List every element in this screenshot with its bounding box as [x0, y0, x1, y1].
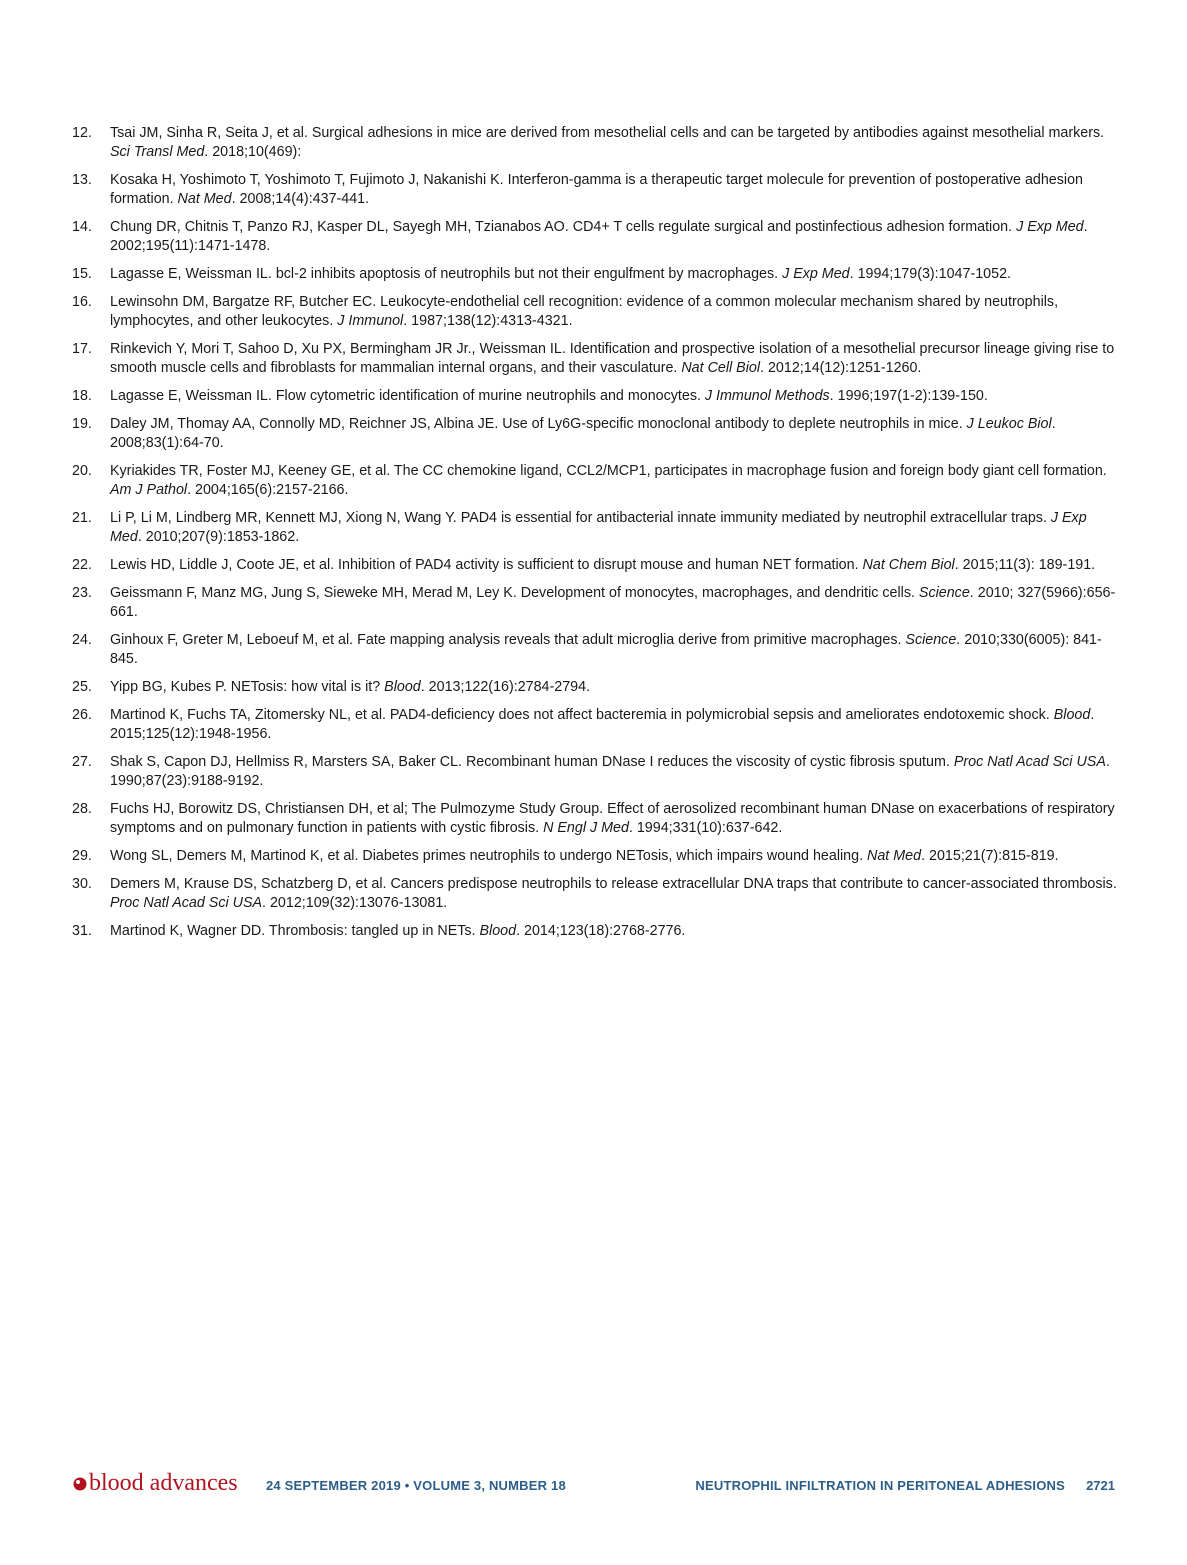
- reference-item: [72, 124, 1117, 162]
- reference-journal: Blood: [384, 679, 421, 695]
- reference-text: [110, 462, 1117, 500]
- reference-text: [110, 171, 1117, 209]
- reference-text: [110, 124, 1117, 162]
- reference-text: [110, 265, 1117, 284]
- page-footer: [72, 1470, 1117, 1500]
- reference-item: [72, 922, 1117, 941]
- reference-text: [110, 800, 1117, 838]
- reference-text: [110, 509, 1117, 547]
- reference-journal: Proc Natl Acad Sci USA: [953, 754, 1106, 770]
- reference-journal: Proc Natl Acad Sci USA: [110, 895, 263, 911]
- reference-citation: Tsai JM, Sinha R, Seita J, et al. Surgical adhesions in mice are derived from mesothelial cells and can be targeted by antibodies against mesothelial markers.: [110, 125, 1105, 141]
- reference-journal: Nat Chem Biol: [862, 557, 955, 573]
- reference-journal: Blood: [479, 923, 517, 939]
- reference-item: [72, 678, 1117, 697]
- reference-citation: Kyriakides TR, Foster MJ, Keeney GE, et al. The CC chemokine ligand, CCL2/MCP1, participates in macrophage fusion and foreign body giant cell formation.: [110, 463, 1107, 479]
- reference-text: [110, 922, 1117, 941]
- reference-item: [72, 800, 1117, 838]
- reference-volume: . 2008;14(4):437-441.: [231, 191, 370, 207]
- reference-journal: Am J Pathol: [110, 482, 188, 498]
- reference-citation: Lagasse E, Weissman IL. bcl-2 inhibits apoptosis of neutrophils but not their engulfment by macrophages.: [110, 266, 783, 282]
- reference-item: [72, 847, 1117, 866]
- reference-citation: Martinod K, Wagner DD. Thrombosis: tangled up in NETs.: [110, 923, 480, 939]
- reference-journal: Nat Cell Biol: [681, 360, 761, 376]
- reference-journal: J Exp Med: [782, 266, 850, 282]
- reference-citation: Lewis HD, Liddle J, Coote JE, et al. Inhibition of PAD4 activity is sufficient to disrupt mouse and human NET formation.: [110, 557, 863, 573]
- reference-number: 26.: [72, 707, 92, 723]
- issue-info: 24 SEPTEMBER 2019 • VOLUME 3, NUMBER 18: [266, 1478, 566, 1493]
- reference-item: [72, 265, 1117, 284]
- reference-journal: Nat Med: [177, 191, 232, 207]
- reference-item: [72, 218, 1117, 256]
- reference-item: [72, 631, 1117, 669]
- journal-logo: [72, 1470, 238, 1497]
- reference-volume: . 1996;197(1-2):139-150.: [829, 388, 988, 404]
- reference-item: [72, 462, 1117, 500]
- reference-citation: Martinod K, Fuchs TA, Zitomersky NL, et al. PAD4-deficiency does not affect bacteremia in polymicrobial sepsis and ameliorates endotoxemic shock.: [110, 707, 1054, 723]
- reference-text: [110, 340, 1117, 378]
- reference-number: 12.: [72, 125, 92, 141]
- reference-item: [72, 293, 1117, 331]
- blood-drop-icon: [72, 1474, 88, 1492]
- reference-citation: Li P, Li M, Lindberg MR, Kennett MJ, Xiong N, Wang Y. PAD4 is essential for antibacterial innate immunity mediated by neutrophil extracellular traps.: [110, 510, 1051, 526]
- reference-number: 30.: [72, 876, 92, 892]
- reference-citation: Fuchs HJ, Borowitz DS, Christiansen DH, et al; The Pulmozyme Study Group. Effect of aerosolized recombinant human DNase on exacerbations of respiratory symptoms and on pulmonary function in patients with cystic fibrosis.: [110, 801, 1115, 836]
- reference-number: 31.: [72, 923, 92, 939]
- reference-text: [110, 218, 1117, 256]
- reference-citation: Rinkevich Y, Mori T, Sahoo D, Xu PX, Bermingham JR Jr., Weissman IL. Identification and prospective isolation of a mesothelial precursor lineage giving rise to smooth muscle cells and fibroblasts for mammalian internal organs, and their vasculature.: [110, 341, 1115, 376]
- reference-journal: N Engl J Med: [543, 820, 629, 836]
- reference-volume: . 2012;109(32):13076-13081.: [262, 895, 448, 911]
- reference-text: [110, 875, 1117, 913]
- reference-item: [72, 509, 1117, 547]
- reference-number: 14.: [72, 219, 92, 235]
- reference-volume: . 2002;195(11):1471-1478.: [110, 219, 1088, 254]
- reference-citation: Geissmann F, Manz MG, Jung S, Sieweke MH, Merad M, Ley K. Development of monocytes, macrophages, and dendritic cells.: [110, 585, 919, 601]
- reference-volume: . 2015;125(12):1948-1956.: [110, 707, 1095, 742]
- reference-number: 22.: [72, 557, 92, 573]
- reference-volume: . 1987;138(12):4313-4321.: [403, 313, 573, 329]
- reference-item: [72, 556, 1117, 575]
- reference-text: [110, 415, 1117, 453]
- reference-citation: Yipp BG, Kubes P. NETosis: how vital is it?: [110, 679, 385, 695]
- reference-journal: Blood: [1053, 707, 1091, 723]
- reference-number: 27.: [72, 754, 92, 770]
- reference-journal: J Immunol: [337, 313, 404, 329]
- reference-citation: Daley JM, Thomay AA, Connolly MD, Reichner JS, Albina JE. Use of Ly6G-specific monoclonal antibody to deplete neutrophils in mice.: [110, 416, 967, 432]
- reference-number: 28.: [72, 801, 92, 817]
- reference-item: [72, 171, 1117, 209]
- reference-volume: . 2010; 327(5966):656-661.: [110, 585, 1116, 620]
- reference-journal: J Leukoc Biol: [966, 416, 1052, 432]
- reference-text: [110, 678, 1117, 697]
- reference-volume: . 1994;179(3):1047-1052.: [849, 266, 1011, 282]
- reference-volume: . 1994;331(10):637-642.: [628, 820, 783, 836]
- reference-text: [110, 706, 1117, 744]
- reference-text: [110, 387, 1117, 406]
- reference-citation: Shak S, Capon DJ, Hellmiss R, Marsters SA, Baker CL. Recombinant human DNase I reduces the viscosity of cystic fibrosis sputum.: [110, 754, 954, 770]
- reference-text: [110, 584, 1117, 622]
- reference-volume: . 2015;11(3): 189-191.: [954, 557, 1096, 573]
- reference-text: [110, 847, 1117, 866]
- reference-citation: Ginhoux F, Greter M, Leboeuf M, et al. Fate mapping analysis reveals that adult microglia derive from primitive macrophages.: [110, 632, 906, 648]
- reference-text: [110, 753, 1117, 791]
- reference-item: [72, 387, 1117, 406]
- reference-number: 23.: [72, 585, 92, 601]
- reference-number: 19.: [72, 416, 92, 432]
- reference-volume: . 1990;87(23):9188-9192.: [110, 754, 1110, 789]
- reference-volume: . 2010;330(6005): 841-845.: [110, 632, 1102, 667]
- reference-citation: Lagasse E, Weissman IL. Flow cytometric identification of murine neutrophils and monocytes.: [110, 388, 705, 404]
- reference-number: 29.: [72, 848, 92, 864]
- reference-text: [110, 556, 1117, 575]
- reference-volume: . 2018;10(469):: [204, 144, 302, 160]
- reference-volume: . 2010;207(9):1853-1862.: [137, 529, 300, 545]
- reference-text: [110, 293, 1117, 331]
- reference-journal: Sci Transl Med: [110, 144, 205, 160]
- reference-number: 20.: [72, 463, 92, 479]
- reference-citation: Kosaka H, Yoshimoto T, Yoshimoto T, Fujimoto J, Nakanishi K. Interferon-gamma is a therapeutic target molecule for prevention of postoperative adhesion formation.: [110, 172, 1083, 207]
- reference-item: [72, 753, 1117, 791]
- reference-citation: Chung DR, Chitnis T, Panzo RJ, Kasper DL, Sayegh MH, Tzianabos AO. CD4+ T cells regulate surgical and postinfectious adhesion formation.: [110, 219, 1017, 235]
- reference-volume: . 2015;21(7):815-819.: [921, 848, 1059, 864]
- reference-list: [72, 124, 1117, 950]
- reference-journal: J Immunol Methods: [704, 388, 830, 404]
- reference-item: [72, 340, 1117, 378]
- reference-journal: J Exp Med: [110, 510, 1087, 545]
- reference-item: [72, 415, 1117, 453]
- reference-volume: . 2012;14(12):1251-1260.: [760, 360, 922, 376]
- reference-journal: Science: [905, 632, 957, 648]
- reference-item: [72, 584, 1117, 622]
- reference-text: [110, 631, 1117, 669]
- reference-volume: . 2014;123(18):2768-2776.: [516, 923, 686, 939]
- reference-item: [72, 875, 1117, 913]
- reference-number: 16.: [72, 294, 92, 310]
- reference-citation: Wong SL, Demers M, Martinod K, et al. Diabetes primes neutrophils to undergo NETosis, which impairs wound healing.: [110, 848, 868, 864]
- reference-volume: . 2004;165(6):2157-2166.: [187, 482, 349, 498]
- journal-logo-text: blood advances: [89, 1470, 238, 1496]
- reference-number: 18.: [72, 388, 92, 404]
- reference-number: 25.: [72, 679, 92, 695]
- reference-number: 24.: [72, 632, 92, 648]
- reference-citation: Demers M, Krause DS, Schatzberg D, et al. Cancers predispose neutrophils to release extracellular DNA traps that contribute to cancer-associated thrombosis.: [110, 876, 1117, 892]
- reference-volume: . 2013;122(16):2784-2794.: [420, 679, 591, 695]
- reference-journal: Nat Med: [867, 848, 922, 864]
- reference-journal: J Exp Med: [1016, 219, 1084, 235]
- reference-volume: . 2008;83(1):64-70.: [110, 416, 1056, 451]
- running-title: NEUTROPHIL INFILTRATION IN PERITONEAL ADHESIONS: [695, 1478, 1065, 1493]
- reference-item: [72, 706, 1117, 744]
- reference-number: 21.: [72, 510, 92, 526]
- reference-number: 13.: [72, 172, 92, 188]
- reference-citation: Lewinsohn DM, Bargatze RF, Butcher EC. Leukocyte-endothelial cell recognition: evidence of a common molecular mechanism shared by neutrophils, lymphocytes, and other leukocytes.: [110, 294, 1059, 329]
- page-number: 2721: [1086, 1478, 1115, 1493]
- reference-number: 15.: [72, 266, 92, 282]
- reference-journal: Science: [918, 585, 970, 601]
- reference-number: 17.: [72, 341, 92, 357]
